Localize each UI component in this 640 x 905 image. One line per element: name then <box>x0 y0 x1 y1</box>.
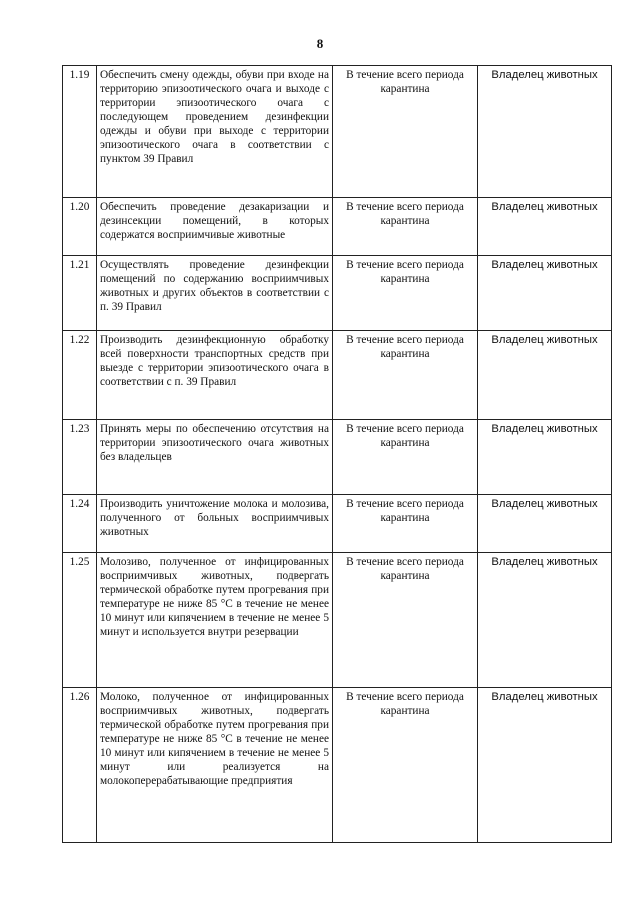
row-number: 1.19 <box>63 66 97 198</box>
term-text: В течение всего периода карантина <box>333 331 478 420</box>
table-row <box>63 331 612 420</box>
measure-text: Молоко, полученное от инфицированных восприимчивых животных, подвергать термической обработке путем прогревания при температуре не ниже 85 °С в течение не менее 10 минут или кипячением в течение не менее 5 минут или реализуется на молокоперерабатывающие предприятия <box>97 688 333 843</box>
term-text: В течение всего периода карантина <box>333 66 478 198</box>
table-row <box>63 495 612 553</box>
responsible-text: Владелец животных <box>478 495 612 553</box>
responsible-text: Владелец животных <box>478 198 612 256</box>
table-row <box>63 198 612 256</box>
table-row <box>63 553 612 688</box>
measure-text: Производить дезинфекционную обработку всей поверхности транспортных средств при выезде с территории эпизоотического очага в соответствии с п. 39 Правил <box>97 331 333 420</box>
term-text: В течение всего периода карантина <box>333 688 478 843</box>
term-text: В течение всего периода карантина <box>333 420 478 495</box>
measures-table <box>62 65 612 843</box>
row-number: 1.23 <box>63 420 97 495</box>
table-row <box>63 688 612 843</box>
term-text: В течение всего периода карантина <box>333 495 478 553</box>
measure-text: Принять меры по обеспечению отсутствия на территории эпизоотического очага животных без владельцев <box>97 420 333 495</box>
term-text: В течение всего периода карантина <box>333 198 478 256</box>
measure-text: Производить уничтожение молока и молозива, полученного от больных восприимчивых животных <box>97 495 333 553</box>
responsible-text: Владелец животных <box>478 420 612 495</box>
responsible-text: Владелец животных <box>478 256 612 331</box>
measure-text: Осуществлять проведение дезинфекции помещений по содержанию восприимчивых животных и других объектов в соответствии с п. 39 Правил <box>97 256 333 331</box>
row-number: 1.21 <box>63 256 97 331</box>
responsible-text: Владелец животных <box>478 553 612 688</box>
row-number: 1.24 <box>63 495 97 553</box>
page-number: 8 <box>316 36 324 51</box>
term-text: В течение всего периода карантина <box>333 553 478 688</box>
row-number: 1.26 <box>63 688 97 843</box>
measure-text: Обеспечить проведение дезакаризации и дезинсекции помещений, в которых содержатся восприимчивые животные <box>97 198 333 256</box>
measure-text: Обеспечить смену одежды, обуви при входе на территорию эпизоотического очага и выходе с территории эпизоотического очага с последующем проведением дезинфекции одежды и обуви при выходе с территории эпизоотического очага в соответствии с пунктом 39 Правил <box>97 66 333 198</box>
table-row <box>63 420 612 495</box>
table-row <box>63 256 612 331</box>
responsible-text: Владелец животных <box>478 688 612 843</box>
responsible-text: Владелец животных <box>478 66 612 198</box>
measure-text: Молозиво, полученное от инфицированных восприимчивых животных, подвергать термической обработке путем прогревания при температуре не ниже 85 °С в течение не менее 10 минут или кипячением в течение не менее 5 минут и используется внутри резервации <box>97 553 333 688</box>
row-number: 1.25 <box>63 553 97 688</box>
responsible-text: Владелец животных <box>478 331 612 420</box>
row-number: 1.20 <box>63 198 97 256</box>
term-text: В течение всего периода карантина <box>333 256 478 331</box>
table-row <box>63 66 612 198</box>
row-number: 1.22 <box>63 331 97 420</box>
